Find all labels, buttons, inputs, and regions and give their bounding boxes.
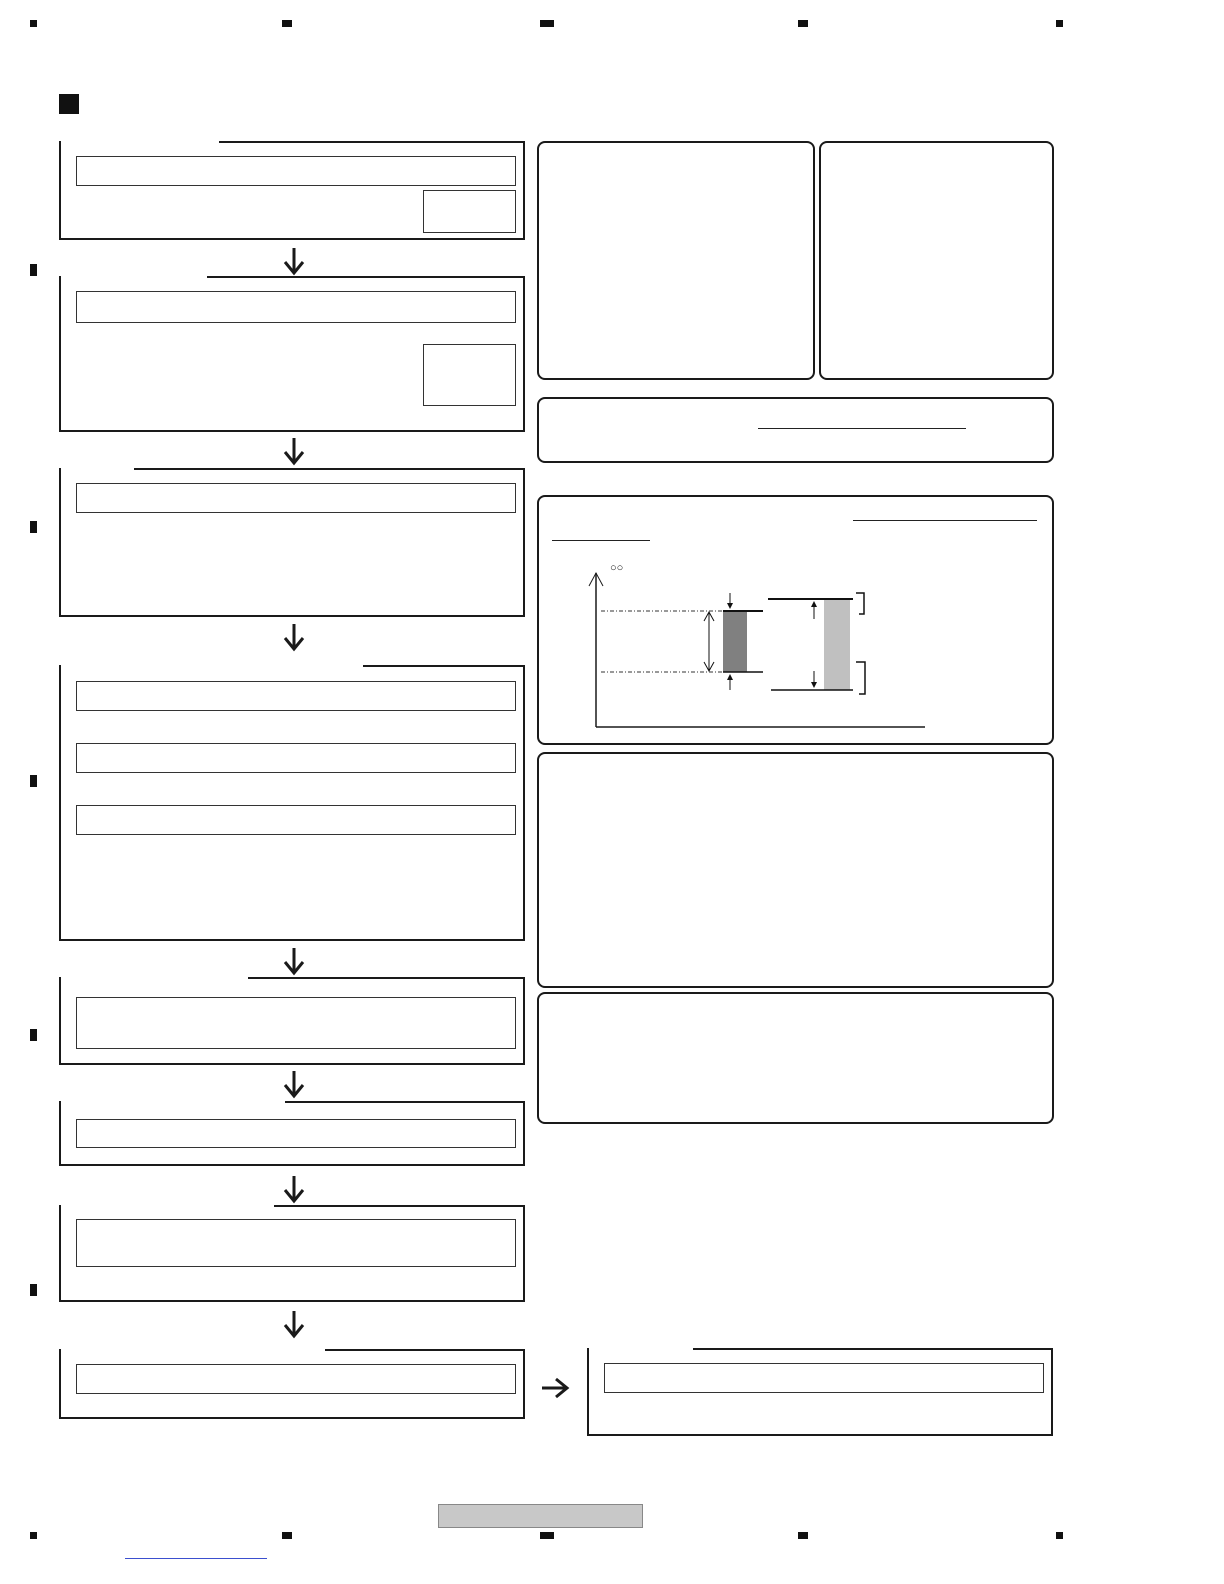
flow-step-5 [59, 977, 525, 1065]
down-arrow-icon [279, 1174, 309, 1204]
registration-mark [282, 20, 292, 27]
dark-level-bar [723, 611, 747, 672]
down-arrow-icon [279, 436, 309, 466]
flow-step-7 [59, 1205, 525, 1302]
flow-step-final [587, 1348, 1053, 1436]
registration-mark [1056, 1532, 1063, 1539]
final-step-tab-gap [589, 1348, 693, 1350]
step-4-field-3 [76, 805, 516, 835]
registration-mark [540, 20, 554, 27]
step-4-field-2 [76, 743, 516, 773]
final-step-field [604, 1363, 1044, 1393]
registration-mark [30, 775, 37, 787]
step-5-field [76, 997, 516, 1049]
axis-marker-label: ○○ [610, 562, 624, 574]
step-6-tab-gap [61, 1101, 285, 1103]
step-3-title-field [76, 483, 516, 513]
down-arrow-icon [279, 1069, 309, 1099]
flow-step-1 [59, 141, 525, 240]
registration-mark [798, 1532, 808, 1539]
square-bullet-icon [59, 94, 79, 114]
registration-mark [30, 1284, 37, 1296]
step-2-tab-gap [61, 276, 207, 278]
registration-mark [798, 20, 808, 27]
info-panel-bottom [537, 992, 1054, 1124]
registration-mark [30, 521, 37, 533]
flow-step-6 [59, 1101, 525, 1166]
light-level-bar [824, 599, 850, 690]
info-panel-right [819, 141, 1054, 380]
step-8-field [76, 1364, 516, 1394]
flow-step-8 [59, 1349, 525, 1419]
right-arrow-icon [540, 1373, 570, 1403]
registration-mark [30, 1532, 37, 1539]
down-arrow-icon [279, 622, 309, 652]
info-panel-left [537, 141, 815, 380]
down-arrow-icon [279, 1309, 309, 1339]
flow-step-2 [59, 276, 525, 432]
step-3-tab-gap [61, 468, 134, 470]
step-2-note-box [423, 344, 516, 406]
step-1-note-box [423, 190, 516, 233]
flow-step-4 [59, 665, 525, 941]
registration-mark [30, 1029, 37, 1041]
step-2-title-field [76, 291, 516, 323]
info-panel-lower [537, 752, 1054, 988]
registration-mark [30, 264, 37, 276]
registration-mark [30, 20, 37, 27]
step-6-field [76, 1119, 516, 1148]
step-8-tab-gap [61, 1349, 325, 1351]
step-4-tab-gap [61, 665, 363, 667]
step-7-tab-gap [61, 1205, 274, 1207]
step-1-title-field [76, 156, 516, 186]
step-7-field [76, 1219, 516, 1267]
footer-link-underline [125, 1558, 267, 1559]
registration-mark [282, 1532, 292, 1539]
registration-mark [540, 1532, 554, 1539]
info-panel-underline [758, 428, 966, 429]
down-arrow-icon [279, 246, 309, 276]
down-arrow-icon [279, 946, 309, 976]
info-panel-wide [537, 397, 1054, 463]
step-4-field-1 [76, 681, 516, 711]
footer-label-box [438, 1504, 643, 1528]
level-diagram [537, 495, 1054, 745]
step-5-tab-gap [61, 977, 248, 979]
registration-mark [1056, 20, 1063, 27]
flow-step-3 [59, 468, 525, 617]
step-1-tab-gap [61, 141, 219, 143]
